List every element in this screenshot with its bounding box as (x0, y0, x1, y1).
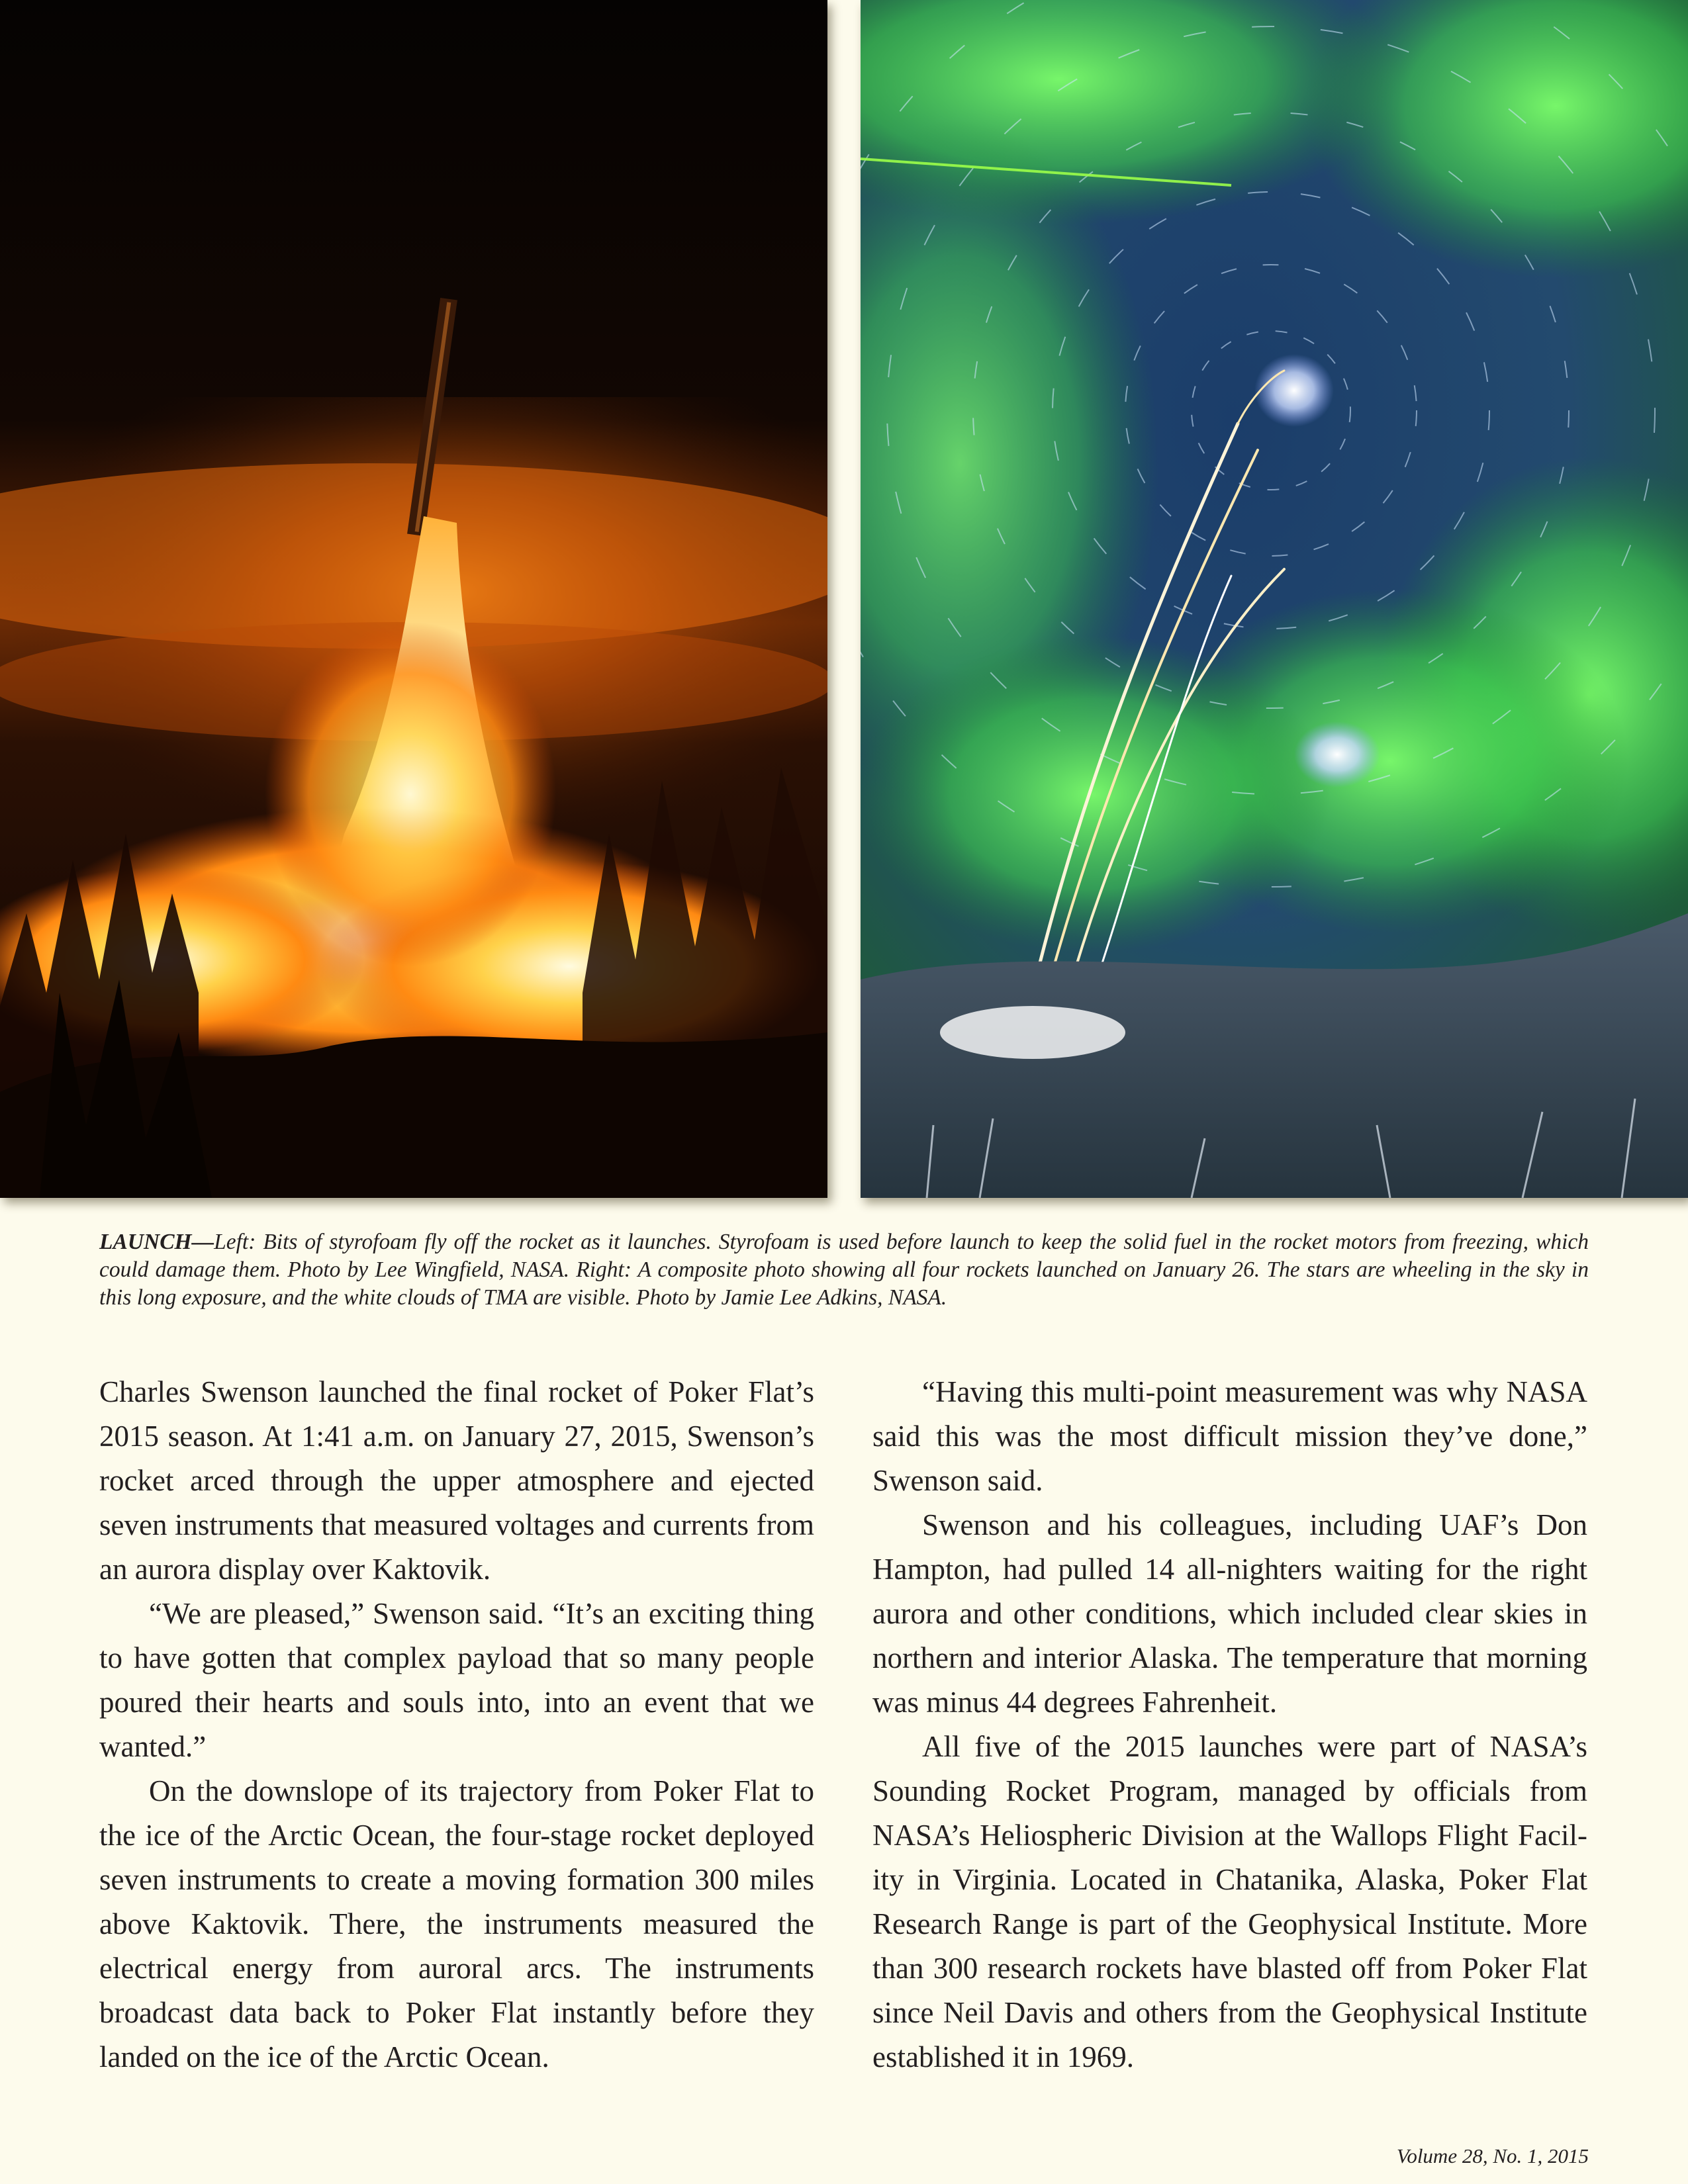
photo-rocket-launch (0, 0, 827, 1198)
photo-caption (99, 1228, 1589, 1312)
paragraph: All five of the 2015 launches were part of NASA’s Sounding Rocket Program, managed by officials from NASA’s Heliospheric Division at the Wallops Flight Facility in Virginia. Located in Chatanika, Alaska, Poker Flat Research Range is part of the Geophysical Institute. More than 300 research rockets have blasted off from Poker Flat since Neil Davis and others from the Geophysical Institute established it in 1969. (872, 1730, 1587, 2073)
photo-aurora-rockets (861, 0, 1688, 1198)
aurora-illustration (861, 0, 1688, 1198)
paragraph: Swenson and his colleagues, including UAF’s Don Hampton, had pulled 14 all-nighters waiting for the right aurora and other conditions, which included clear skies in northern and interior Alaska. The temperature that morning was minus 44 degrees Fahrenheit. (872, 1508, 1587, 1719)
rocket-launch-illustration (0, 0, 827, 1198)
caption-lead: LAUNCH— (99, 1230, 214, 1254)
paragraph: “We are pleased,” Swenson said. “It’s an exciting thing to have gotten that complex payload that so many people poured their hearts and souls into, into an event that we wanted.” (99, 1597, 814, 1763)
body-column-left (99, 1370, 814, 2079)
paragraph: Charles Swenson launched the final rocket of Poker Flat’s 2015 season. At 1:41 a.m. on January 27, 2015, Swenson’s rocket arced through the upper atmosphere and ejected seven instruments that measured voltages and currents from an aurora display over Kaktovik. (99, 1375, 814, 1586)
paragraph: On the downslope of its trajectory from Poker Flat to the ice of the Arctic Ocean, the four-stage rocket deployed seven instruments to create a moving formation 300 miles above Kaktovik. There, the instruments measured the electrical energy from auroral arcs. The instruments broadcast data back to Poker Flat instantly before they landed on the ice of the Arctic Ocean. (99, 1774, 814, 2073)
paragraph: “Having this multi-point measurement was why NASA said this was the most difficult mission they’ve done,” Swenson said. (872, 1375, 1587, 1497)
issue-footer: Volume 28, No. 1, 2015 (1396, 2144, 1589, 2167)
caption-text: Left: Bits of styrofoam fly off the rocket as it launches. Styrofoam is used before launch to keep the solid fuel in the rocket motors from freezing, which could damage them. Photo by Lee Wingfield, NASA. Right: A composite photo showing all four rockets launched on January 26. The stars are wheeling in the sky in this long exposure, and the white clouds of TMA are visible. Photo by Jamie Lee Adkins, NASA. (99, 1230, 1589, 1310)
body-column-right (872, 1370, 1587, 2079)
